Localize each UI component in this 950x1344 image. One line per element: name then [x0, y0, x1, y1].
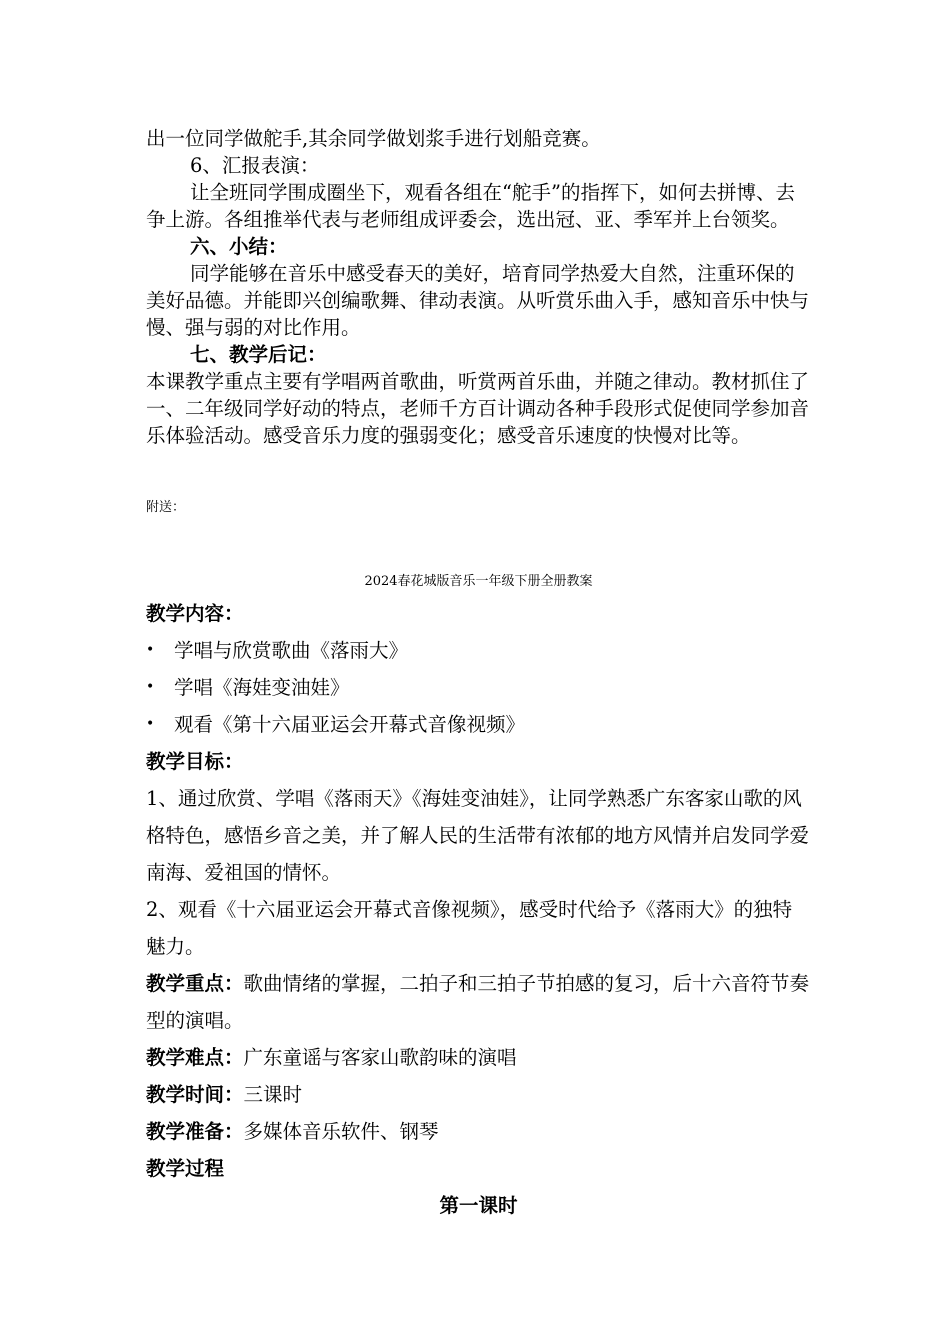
list-item [146, 632, 811, 669]
paragraph-performance: 让全班同学围成圈坐下，观看各组在“舵手”的指挥下，如何去拼博、去争上游。各组推举代表与老师组成评委会，选出冠、亚、季军并上台领奖。 [146, 181, 795, 231]
paragraph-postscript: 本课教学重点主要有学唱两首歌曲，听赏两首乐曲，并随之律动。教材抓住了一、二年级同学好动的特点，老师千方百计调动各种手段形式促使同学参加音乐体验活动。感受音乐力度的强弱变化；感受音乐速度的快慢对比等。 [146, 370, 810, 447]
appendix-label: 附送： [146, 500, 186, 515]
teaching-key-points [146, 965, 811, 1039]
key-label: 教学重点： [146, 972, 244, 995]
list-item-text: 学唱《海娃变油娃》 [174, 676, 350, 699]
teaching-time [146, 1076, 811, 1113]
list-item [146, 669, 811, 706]
heading-teaching-content: 教学内容： [146, 602, 244, 625]
paragraph-summary: 同学能够在音乐中感受春天的美好，培育同学热爱大自然，注重环保的美好品德。并能即兴创编歌舞、律动表演。从听赏乐曲入手，感知音乐中快与慢、强与弱的对比作用。 [146, 262, 810, 339]
goal-1: 1、通过欣赏、学唱《落雨天》《海娃变油娃》，让同学熟悉广东客家山歌的风格特色，感悟乡音之美，并了解人民的生活带有浓郁的地方风情并启发同学爱南海、爱祖国的情怀。 [146, 787, 810, 884]
prep-text: 多媒体音乐软件、钢琴 [243, 1120, 439, 1143]
list-item-text: 学唱与欣赏歌曲《落雨大》 [174, 639, 409, 662]
list-item [146, 706, 811, 743]
bullet-icon: • [146, 716, 155, 732]
difficulty-text: 广东童谣与客家山歌韵味的演唱 [243, 1046, 517, 1069]
heading-teaching-goals: 教学目标： [146, 750, 244, 773]
heading-teaching-process: 教学过程 [146, 1157, 225, 1180]
heading-postscript: 七、教学后记： [190, 343, 327, 366]
lesson-plan [146, 595, 811, 1224]
time-label: 教学时间： [146, 1083, 244, 1106]
teaching-preparation [146, 1113, 811, 1150]
teaching-difficulties [146, 1039, 811, 1076]
heading-summary: 六、小结： [190, 235, 288, 258]
list-item-text: 观看《第十六届亚运会开幕式音像视频》 [174, 713, 526, 736]
bullet-icon: • [146, 642, 155, 658]
subheading-report-performance: 6、汇报表演： [190, 154, 320, 177]
key-text: 歌曲情绪的掌握，二拍子和三拍子节拍感的复习，后十六音符节奏型的演唱。 [146, 972, 810, 1032]
difficulty-label: 教学难点： [146, 1046, 244, 1069]
bullet-icon: • [146, 679, 155, 695]
lesson-title: 第一课时 [439, 1194, 518, 1217]
time-text: 三课时 [243, 1083, 303, 1106]
content-list [146, 632, 811, 743]
goal-2: 2、观看《十六届亚运会开幕式音像视频》，感受时代给予《落雨大》的独特魅力。 [146, 898, 793, 958]
paragraph-line: 出一位同学做舵手,其余同学做划浆手进行划船竞赛。 [146, 127, 601, 150]
document-title: 2024春花城版音乐一年级下册全册教案 [364, 574, 593, 589]
section-top [146, 125, 811, 449]
prep-label: 教学准备： [146, 1120, 244, 1143]
